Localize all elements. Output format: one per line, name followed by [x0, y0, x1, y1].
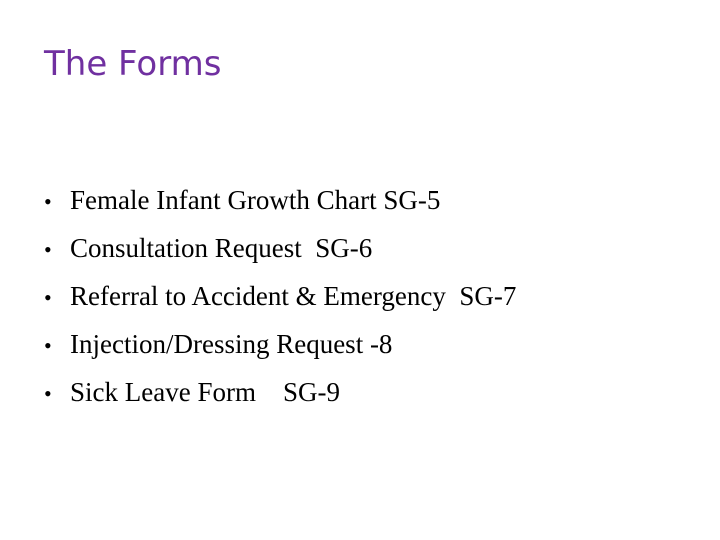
bullet-icon: •	[44, 333, 52, 358]
list-item	[44, 368, 704, 416]
slide-title: The Forms	[44, 44, 222, 84]
list-item-text: Sick Leave Form SG-9	[70, 377, 340, 407]
list-item	[44, 176, 704, 224]
list-item-text: Injection/Dressing Request -8	[70, 329, 393, 359]
list-item	[44, 320, 704, 368]
list-item-text: Referral to Accident & Emergency SG-7	[70, 281, 517, 311]
bullet-icon: •	[44, 381, 52, 406]
list-item-text: Female Infant Growth Chart SG-5	[70, 185, 441, 215]
bullet-icon: •	[44, 237, 52, 262]
list-item	[44, 272, 704, 320]
list-item-text: Consultation Request SG-6	[70, 233, 373, 263]
bullet-icon: •	[44, 285, 52, 310]
bullet-icon: •	[44, 189, 52, 214]
list-item	[44, 224, 704, 272]
bullet-list	[44, 176, 704, 416]
